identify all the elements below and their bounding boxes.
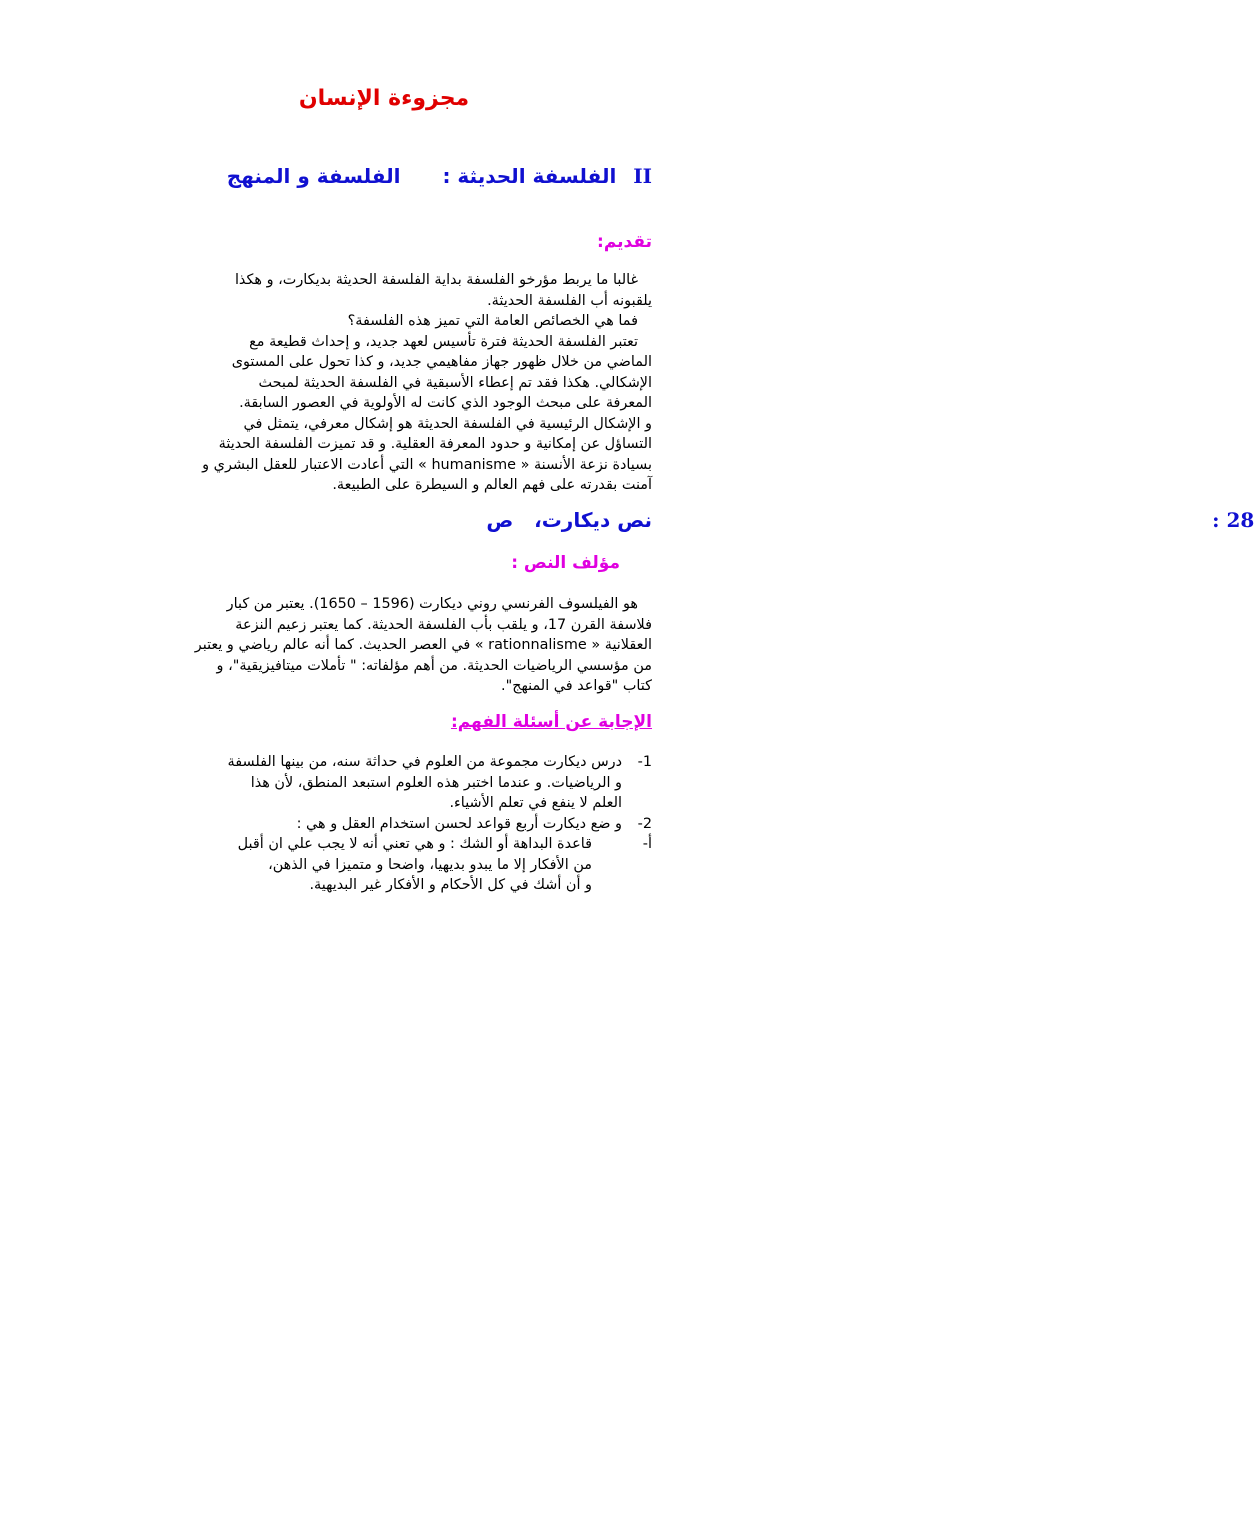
intro-line: الإشكالي. هكذا فقد تم إعطاء الأسبقية في الفلسفة الحديثة لمبحث: [258, 374, 652, 391]
intro-line: فما هي الخصائص العامة التي تميز هذه الفلسفة؟: [347, 313, 638, 329]
answer-marker: 1-: [637, 754, 652, 770]
answer-line: العلم لا ينفع في تعلم الأشياء.: [449, 795, 622, 811]
section-number: II: [633, 164, 652, 188]
author-paragraph: [116, 594, 652, 697]
text-title: [486, 508, 1254, 532]
intro-line: المعرفة على مبحث الوجود الذي كانت له الأولوية في العصور السابقة.: [239, 395, 652, 411]
answer-line: و ضع ديكارت أربع قواعد لحسن استخدام العقل و هي :: [296, 815, 622, 832]
intro-line: آمنت بقدرته على فهم العالم و السيطرة على الطبيعة.: [332, 477, 652, 493]
rule-a-line: من الأفكار إلا ما يبدو بديهيا، واضحا و متميزا في الذهن،: [268, 856, 592, 873]
intro-line: تعتبر الفلسفة الحديثة فترة تأسيس لعهد جديد، و إحداث قطيعة مع: [249, 333, 638, 350]
section-subtitle: الفلسفة و المنهج: [226, 164, 401, 188]
intro-paragraph: [116, 270, 652, 496]
section-heading: [152, 164, 652, 188]
author-line: العقلانية « rationnalisme » في العصر الحديث. كما أنه عالم رياضي و يعتبر: [194, 637, 652, 653]
intro-line: بسيادة نزعة الأنسنة « humanisme » التي أعادت الاعتبار للعقل البشري و: [202, 456, 652, 473]
answer-item-2: [116, 814, 652, 835]
intro-line: يلقبونه أب الفلسفة الحديثة.: [487, 292, 652, 309]
intro-line: غالبا ما يربط مؤرخو الفلسفة بداية الفلسفة الحديثة بديكارت، و هكذا: [234, 272, 638, 288]
rule-a-line: قاعدة البداهة أو الشك : و هي تعني أنه لا يجب علي ان أقبل: [237, 836, 592, 852]
answer-line: و الرياضيات. و عندما اختبر هذه العلوم استبعد المنطق، لأن هذا: [250, 774, 622, 791]
intro-heading: تقديم:: [597, 232, 652, 252]
intro-line: التساؤل عن إمكانية و حدود المعرفة العقلية. و قد تميزت الفلسفة الحديثة: [218, 436, 652, 452]
intro-line: الماضي من خلال ظهور جهاز مفاهيمي جديد، و كذا تحول على المستوى: [231, 354, 652, 370]
author-line: فلاسفة القرن 17، و يلقب بأب الفلسفة الحديثة. كما يعتبر زعيم النزعة: [235, 616, 652, 633]
author-heading: مؤلف النص :: [511, 553, 620, 573]
answer-item-1: [116, 752, 652, 773]
text-title-label: نص ديكارت،: [534, 508, 652, 532]
rule-a-marker: أ-: [642, 836, 652, 852]
intro-line: و الإشكال الرئيسية في الفلسفة الحديثة هو إشكال معرفي، يتمثل في: [243, 415, 652, 432]
answers-list: [116, 752, 652, 896]
text-title-page-label: ص: [486, 508, 514, 532]
author-line: هو الفيلسوف الفرنسي روني ديكارت (1596 – 1650). يعتبر من كبار: [226, 596, 638, 612]
answer-line: درس ديكارت مجموعة من العلوم في حداثة سنه، من بينها الفلسفة: [227, 754, 622, 770]
section-name: الفلسفة الحديثة :: [442, 164, 617, 188]
rule-a: [116, 834, 652, 855]
text-title-page-number: 28 :: [1212, 508, 1254, 532]
author-line: كتاب "قواعد في المنهج".: [501, 678, 652, 694]
answer-marker: 2-: [637, 815, 652, 832]
page-title: مجزوءة الإنسان: [298, 86, 470, 111]
author-line: من مؤسسي الرياضيات الحديثة. من أهم مؤلفاته: " تأملات ميتافيزيقية"، و: [216, 657, 652, 674]
rule-a-line: و أن أشك في كل الأحكام و الأفكار غير البديهية.: [309, 877, 592, 893]
answers-heading: الإجابة عن أسئلة الفهم:: [450, 712, 652, 732]
